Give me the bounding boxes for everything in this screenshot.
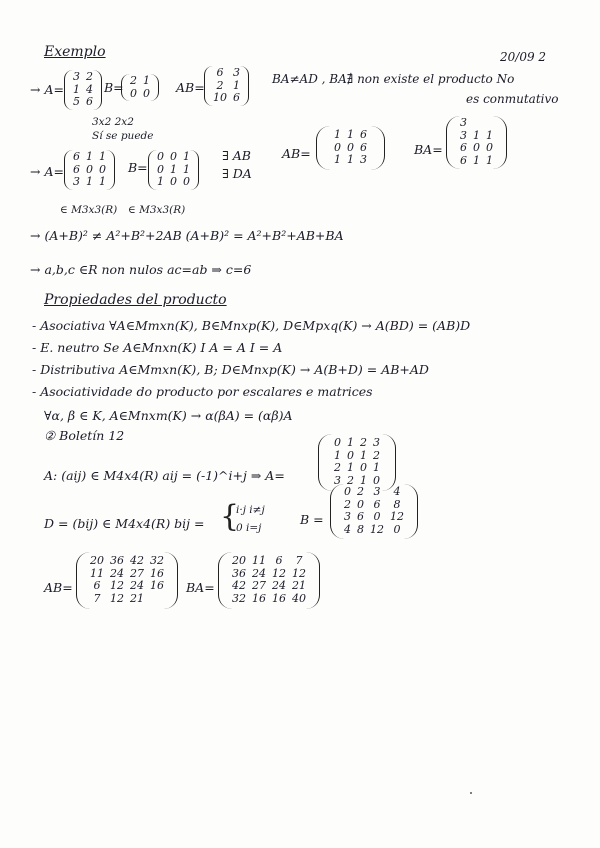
matrix-cell: 42: [232, 579, 246, 593]
matrix-cell: 12: [110, 591, 124, 605]
bulletin-title: ② Boletín 12: [44, 428, 125, 443]
matrix-cell: 1: [334, 448, 341, 462]
matrix-row: [341, 486, 407, 499]
product-ba3-label: BA=: [186, 580, 215, 595]
matrix-cell: 0: [360, 461, 367, 475]
matrix-cell: 0: [157, 162, 164, 176]
matrix-a: [64, 70, 102, 110]
matrix-cell: 0: [86, 162, 93, 176]
matrix-cell: 12: [292, 566, 306, 580]
matrix-cell: 3: [373, 485, 381, 498]
matrix-cell: 0: [473, 141, 480, 155]
matrix-row: [70, 176, 109, 189]
matrix-b2-label: B=: [128, 160, 148, 175]
property-distributive: - Distributiva A∈Mmxn(K), B; D∈Mnxp(K) → A(B+D) = AB+AD: [32, 362, 429, 377]
matrix-cell: 0: [183, 175, 190, 189]
matrix-cell: 21: [292, 579, 306, 593]
matrix-cell: 1: [99, 150, 106, 163]
matrix-cell: 2: [344, 497, 351, 511]
matrix-a2-label: → A=: [30, 164, 64, 179]
matrix-row: [229, 555, 309, 568]
matrix-cell: 1: [473, 128, 480, 142]
piecewise-case-1: i·j i≠j: [236, 504, 265, 516]
matrix-a3: [318, 434, 396, 491]
matrix-cell: 4: [344, 522, 351, 536]
matrix-cell: 1: [347, 128, 354, 141]
matrix-row: [154, 176, 193, 189]
matrix-row: [87, 555, 167, 568]
matrix-cell: 16: [272, 591, 286, 605]
matrix-cell: 1: [233, 78, 240, 92]
matrix-cell: 1: [347, 436, 354, 449]
matrix-a-definition: A: (aij) ∈ M4x4(R) aij = (-1)^i+j ⇒ A=: [44, 468, 285, 483]
matrix-b-definition: D = (bij) ∈ M4x4(R) bij =: [44, 516, 205, 531]
matrix-cell: 1: [473, 153, 480, 167]
matrix-row: [70, 71, 96, 84]
matrix-row: [154, 151, 193, 164]
matrix-row: [331, 154, 370, 167]
matrix-ba2: [446, 116, 507, 169]
matrix-cell: 1: [183, 150, 190, 163]
matrix-cell: 0: [347, 448, 354, 462]
matrix-cell: 3: [73, 70, 80, 83]
matrix-cell: 6: [460, 153, 467, 167]
matrix-row: [127, 88, 153, 101]
matrix-cell: 1: [360, 473, 367, 487]
matrix-cell: 0: [170, 150, 177, 163]
matrix-cell: 1: [183, 162, 190, 176]
matrix-cell: 0: [357, 497, 364, 511]
product-ab2-label: AB=: [282, 146, 311, 161]
matrix-row: [331, 129, 370, 142]
matrix-cell: 3: [233, 66, 240, 79]
matrix-cell: 20: [90, 554, 104, 567]
matrix-cell: 2: [130, 74, 137, 87]
matrix-cell: 3: [334, 473, 341, 487]
matrix-cell: 2: [334, 461, 341, 475]
matrix-b: [121, 74, 159, 101]
matrix-cell: 8: [357, 522, 364, 536]
matrix-cell: 36: [232, 566, 246, 580]
matrix-cell: 1: [86, 150, 93, 163]
property-associative: - Asociativa ∀A∈Mmxn(K), B∈Mnxp(K), D∈Mpxq(K) → A(BD) = (AB)D: [32, 318, 471, 333]
matrix-cell: 0: [157, 150, 164, 163]
product-ba2-label: BA=: [414, 142, 443, 157]
exists-da: ∃ DA: [222, 166, 252, 181]
matrix-cell: 4: [393, 485, 401, 498]
matrix-cell: 1: [347, 153, 354, 167]
matrix-cell: 6: [73, 150, 80, 163]
cancellation-note: → a,b,c ∈R non nulos ac=ab ⇒ c=6: [30, 262, 252, 277]
matrix-cell: 2: [373, 448, 380, 462]
matrix-row: [229, 593, 309, 606]
matrix-cell: 1: [86, 175, 93, 189]
matrix-cell: 1: [360, 448, 367, 462]
matrix-cell: 32: [232, 591, 246, 605]
matrix-cell: 3: [460, 116, 467, 129]
matrix-cell: 27: [130, 566, 144, 580]
matrix-cell: 11: [252, 554, 266, 567]
matrix-row: [331, 437, 383, 450]
matrix-cell: 10: [213, 91, 227, 105]
matrix-cell: 1: [73, 82, 80, 96]
matrix-cell: 16: [252, 591, 266, 605]
matrix-a2: [64, 150, 115, 190]
matrix-cell: 11: [90, 566, 104, 580]
property-scalar: - Asociatividade do producto por escalares e matrices: [32, 384, 373, 399]
matrix-cell: 1: [143, 74, 150, 87]
matrix-ba3: [218, 552, 320, 609]
matrix-cell: 1: [99, 175, 106, 189]
possible-note: Sí se puede: [92, 130, 154, 142]
matrix-cell: 7: [93, 591, 101, 605]
matrix-cell: 0: [393, 522, 401, 536]
matrix-cell: 12: [370, 522, 384, 536]
matrix-cell: 0: [99, 162, 106, 176]
properties-heading: Propiedades del producto: [44, 292, 227, 308]
matrix-cell: 0: [344, 485, 351, 498]
matrix-cell: 21: [130, 591, 144, 605]
matrix-cell: 0: [347, 140, 354, 154]
matrix-cell: 6: [93, 579, 101, 593]
matrix-cell: 0: [170, 175, 177, 189]
matrix-cell: 3: [344, 510, 351, 524]
matrix-cell: 5: [73, 95, 80, 109]
matrix-cell: 0: [334, 436, 341, 449]
matrix-cell: 2: [347, 473, 354, 487]
matrix-cell: [470, 117, 483, 130]
matrix-cell: 6: [460, 141, 467, 155]
noncommutative-comment: BA≠AD , BA∄ non existe el producto No: [272, 72, 515, 86]
space-note-b: ∈ M3x3(R): [128, 204, 186, 216]
matrix-cell: 0: [373, 510, 381, 524]
matrix-row: [210, 67, 243, 80]
matrix-cell: 1: [373, 461, 380, 475]
matrix-cell: 16: [150, 579, 164, 593]
matrix-cell: 6: [360, 140, 367, 154]
matrix-cell: 2: [357, 485, 364, 498]
matrix-cell: 12: [110, 579, 124, 593]
matrix-cell: 40: [292, 591, 306, 605]
matrix-ab3: [76, 552, 178, 609]
matrix-cell: 1: [347, 461, 354, 475]
space-note-a: ∈ M3x3(R): [60, 204, 118, 216]
matrix-cell: 32: [150, 554, 164, 567]
matrix-cell: 16: [150, 566, 164, 580]
matrix-cell: 24: [110, 566, 124, 580]
matrix-cell: 1: [157, 175, 164, 189]
matrix-cell: 8: [393, 497, 401, 511]
matrix-cell: [483, 117, 496, 130]
piecewise-brace: {: [220, 499, 240, 534]
matrix-cell: 2: [216, 78, 224, 92]
exists-ab: ∃ AB: [222, 148, 251, 163]
matrix-row: [210, 92, 243, 105]
matrix-cell: 12: [272, 566, 286, 580]
matrix-cell: 3: [360, 153, 367, 167]
matrix-cell: 24: [130, 579, 144, 593]
matrix-cell: 1: [170, 162, 177, 176]
matrix-cell: 1: [334, 153, 341, 167]
matrix-b-label: B=: [104, 80, 124, 95]
matrix-cell: 6: [73, 162, 80, 176]
matrix-row: [87, 593, 167, 606]
matrix-cell: 0: [130, 86, 137, 100]
matrix-row: [341, 524, 407, 537]
matrix-cell: 0: [334, 140, 341, 154]
matrix-cell: 3: [373, 436, 380, 449]
ink-speck: [470, 792, 472, 794]
matrix-cell: [147, 593, 167, 606]
matrix-cell: 42: [130, 554, 144, 567]
matrix-cell: 6: [275, 554, 283, 567]
matrix-cell: 27: [252, 579, 266, 593]
matrix-cell: 2: [86, 70, 93, 83]
binomial-identity: → (A+B)² ≠ A²+B²+2AB (A+B)² = A²+B²+AB+BA: [30, 228, 344, 243]
matrix-row: [457, 155, 496, 168]
matrix-cell: 3: [460, 128, 467, 142]
date-label: 20/09 2: [500, 50, 547, 64]
product-ab-label: AB=: [176, 80, 205, 95]
matrix-cell: 2: [360, 436, 367, 449]
matrix-cell: 24: [272, 579, 286, 593]
matrix-b3-label: B =: [300, 512, 324, 527]
matrix-b2: [148, 150, 199, 190]
matrix-cell: 7: [295, 554, 303, 567]
matrix-ab2: [316, 126, 385, 170]
matrix-cell: 1: [334, 128, 341, 141]
matrix-row: [457, 117, 496, 130]
matrix-row: [70, 151, 109, 164]
page-title: Exemplo: [44, 44, 106, 60]
property-scalar-formula: ∀α, β ∈ K, A∈Mnxm(K) → α(βA) = (αβ)A: [44, 408, 293, 423]
matrix-cell: 6: [360, 128, 367, 141]
dimensions-note: 3x2 2x2: [92, 116, 134, 128]
product-ab3-label: AB=: [44, 580, 73, 595]
matrix-cell: 4: [86, 82, 93, 96]
matrix-cell: 6: [357, 510, 364, 524]
matrix-cell: 3: [73, 175, 80, 189]
property-neutral: - E. neutro Se A∈Mnxn(K) I A = A I = A: [32, 340, 283, 355]
matrix-cell: 1: [486, 128, 493, 142]
matrix-cell: 0: [373, 473, 380, 487]
matrix-b3: [330, 484, 418, 539]
noncommutative-comment-2: es conmutativo: [466, 92, 559, 106]
piecewise-case-2: 0 i=j: [236, 522, 262, 534]
matrix-cell: 0: [486, 141, 493, 155]
matrix-cell: 6: [233, 91, 240, 105]
matrix-cell: 6: [86, 95, 93, 109]
matrix-row: [70, 96, 96, 109]
matrix-cell: 6: [216, 66, 224, 79]
matrix-cell: 12: [390, 510, 404, 524]
matrix-cell: 6: [373, 497, 381, 511]
matrix-ab: [204, 66, 249, 106]
matrix-cell: 36: [110, 554, 124, 567]
matrix-cell: 0: [143, 86, 150, 100]
matrix-row: [127, 75, 153, 88]
matrix-cell: 20: [232, 554, 246, 567]
matrix-cell: 1: [486, 153, 493, 167]
matrix-cell: 24: [252, 566, 266, 580]
matrix-a-label: → A=: [30, 82, 64, 97]
